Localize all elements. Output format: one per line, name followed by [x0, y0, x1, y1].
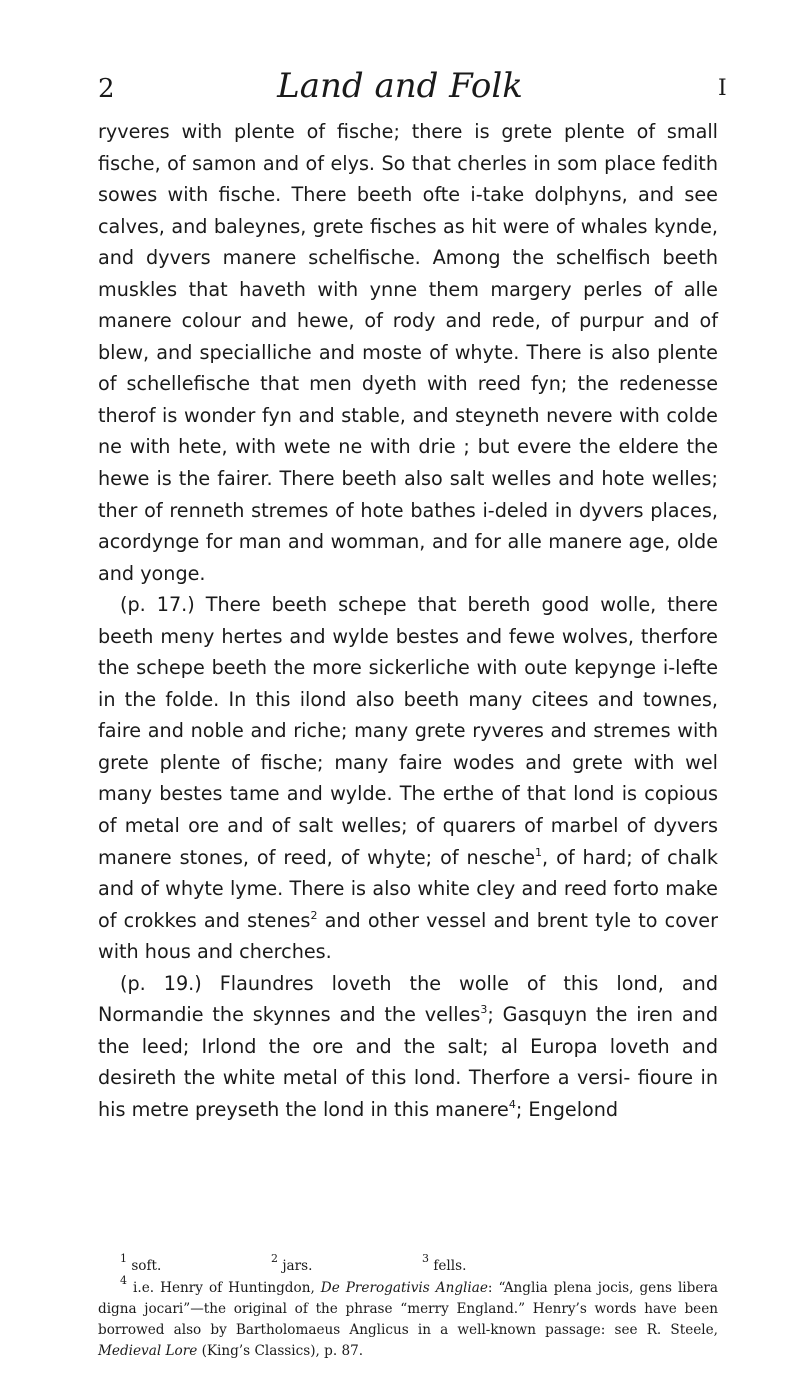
footnote-2-mark: 2 [271, 1252, 278, 1265]
footnote-ref-3: 3 [480, 1003, 488, 1017]
footnotes [98, 1252, 718, 1362]
footnote-4-title-2: Medieval Lore [98, 1343, 198, 1359]
footnote-ref-1: 1 [535, 845, 543, 859]
paragraph-1-text: ryveres with plente of fische; there is grete plente of small fische, of samon and of elys. So that cherles in som place fedith sowes with fische. There beeth ofte i-take dolphyns, and see calves, and baleynes, grete fisches as hit were of whales kynde, and dyvers manere schelfische. Among the schelfisch beeth muskles that haveth with ynne them margery perles of alle manere colour and hewe, of rody and rede, of purpur and of blew, and specialliche and moste of whyte. There is also plente of schellefische that men dyeth with reed fyn; the redenesse therof is wonder fyn and stable, and steyneth nevere with colde ne with hete, with wete ne with drie ; but evere the eldere the hewe is the fairer. There beeth also salt welles and hote welles; ther of renneth stremes of hote bathes i-deled in dyvers places, acordynge for man and womman, and for alle manere age, olde and yonge. [98, 120, 718, 585]
paragraph-3-text-a: (p. 19.) Flaundres loveth the wolle of this lond, and Normandie the skynnes and the velles [98, 971, 718, 1027]
footnote-2-text: jars. [282, 1258, 313, 1274]
footnote-row-short [98, 1252, 718, 1278]
footnote-1 [120, 1252, 162, 1277]
footnote-4-mark: 4 [120, 1274, 127, 1287]
running-title: Land and Folk [277, 66, 523, 106]
paragraph-2-text-a: (p. 17.) There beeth schepe that bereth good wolle, there beeth meny hertes and wylde bestes and fewe wolves, therfore the schepe beeth the more sickerliche with oute kepynge i-lefte in the folde. In this ilond also beeth many citees and townes, faire and noble and riche; many grete ryveres and stremes with grete plente of fische; many faire wodes and grete with wel many bestes tame and wylde. The erthe of that lond is copious of metal ore and of salt welles; of quarers of marbel of dyvers manere stones, of reed, of whyte; of nesche [98, 593, 718, 869]
footnote-4-text-c: (King’s Classics), p. 87. [197, 1343, 364, 1359]
paragraph-2-text-b: , of hard; of chalk and of whyte lyme. There is also white cley and reed forto make of crokkes and stenes [98, 845, 718, 932]
page-number: 2 [98, 74, 115, 104]
footnote-4 [98, 1274, 718, 1362]
chapter-number: I [718, 76, 727, 101]
footnote-4-title-1: De Prerogativis Angliae [320, 1280, 488, 1296]
footnote-ref-2: 2 [310, 908, 318, 922]
paragraph-2-text-c: and other vessel and brent tyle to cover with hous and cherches. [98, 908, 718, 964]
footnote-1-mark: 1 [120, 1252, 127, 1265]
footnote-4-text-b: : “Anglia plena jocis, gens libera digna jocari”—the original of the phrase “merry England.” Henry’s words have been borrowed also by Bartholomaeus Anglicus in a well-known passage: see R. Steele, [98, 1280, 718, 1338]
paragraph-3-text-c: ; Engelond [515, 1097, 619, 1121]
paragraph-3-text-b: ; Gasquyn the iren and the leed; Irlond the ore and the salt; al Europa loveth and desireth the white metal of this lond. Therfore a versi- fioure in his metre preyseth the lond in this manere [98, 1003, 718, 1121]
footnote-4-text-a: i.e. Henry of Huntingdon, [133, 1280, 321, 1296]
page-header [0, 64, 800, 114]
footnote-3-text: fells. [433, 1258, 467, 1274]
footnote-1-text: soft. [131, 1258, 162, 1274]
paragraph-2 [98, 589, 718, 968]
body-text [98, 116, 718, 1126]
footnote-3 [422, 1252, 467, 1277]
paragraph-1 [98, 116, 718, 589]
footnote-2 [271, 1252, 313, 1277]
paragraph-3 [98, 968, 718, 1126]
footnote-3-mark: 3 [422, 1252, 429, 1265]
footnote-ref-4: 4 [508, 1097, 516, 1111]
